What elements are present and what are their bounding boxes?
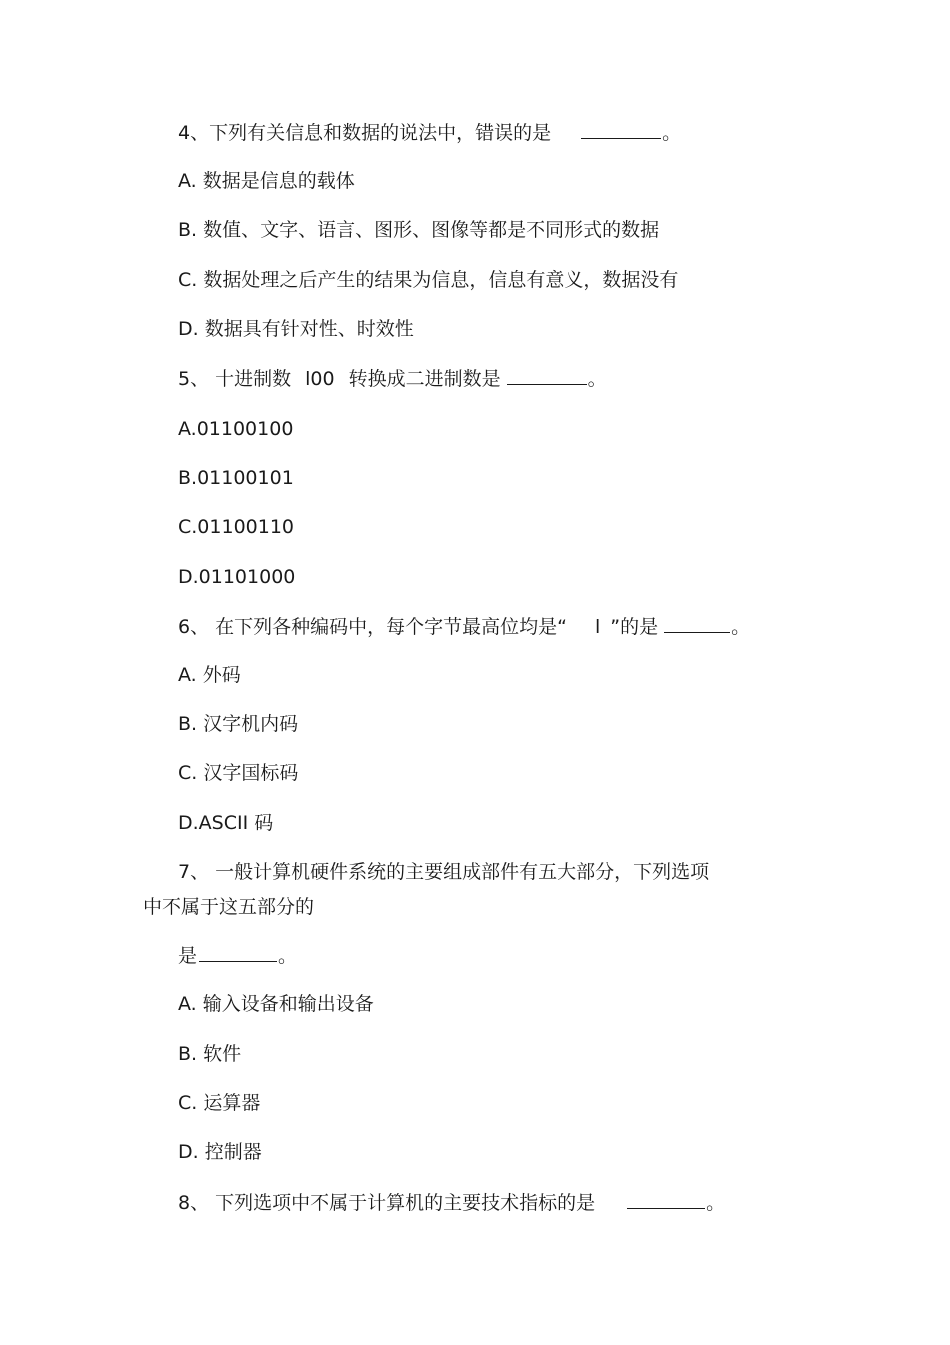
punctuation: 。 bbox=[706, 1192, 726, 1214]
question-6-stem bbox=[178, 614, 750, 639]
question-text: 4、下列有关信息和数据的说法中，错误的是 bbox=[178, 122, 552, 144]
decimal-number: l00 bbox=[305, 368, 335, 390]
question-6-option-b: B. 汉字机内码 bbox=[178, 713, 299, 735]
answer-blank bbox=[627, 1190, 705, 1209]
question-6-option-c: C. 汉字国标码 bbox=[178, 762, 299, 784]
question-4-option-a: A. 数据是信息的载体 bbox=[178, 170, 355, 192]
question-5-option-b: B.01100101 bbox=[178, 467, 294, 489]
question-7-option-a: A. 输入设备和输出设备 bbox=[178, 993, 374, 1015]
punctuation: 。 bbox=[278, 945, 298, 967]
punctuation: 。 bbox=[662, 122, 682, 144]
answer-blank bbox=[507, 366, 587, 385]
question-5-option-a: A.01100100 bbox=[178, 418, 294, 440]
question-6-option-d: D.ASCII 码 bbox=[178, 812, 274, 834]
question-8-stem bbox=[178, 1190, 725, 1215]
answer-blank bbox=[581, 120, 661, 139]
question-5-option-c: C.01100110 bbox=[178, 516, 295, 538]
answer-blank bbox=[199, 943, 277, 962]
punctuation: 。 bbox=[587, 368, 607, 390]
question-5-stem bbox=[178, 366, 607, 391]
question-5-option-d: D.01101000 bbox=[178, 566, 296, 588]
question-6-option-a: A. 外码 bbox=[178, 664, 241, 686]
question-text: 是 bbox=[178, 945, 198, 967]
question-text: 转换成二进制数是 bbox=[348, 368, 501, 390]
bit-digit: l bbox=[594, 616, 601, 638]
question-7-option-b: B. 软件 bbox=[178, 1043, 242, 1065]
question-text: 5、 十进制数 bbox=[178, 368, 292, 390]
question-text: ”的是 bbox=[610, 616, 659, 638]
question-7-stem-line-1: 7、 一般计算机硬件系统的主要组成部件有五大部分，下列选项 bbox=[178, 861, 710, 883]
question-4-option-d: D. 数据具有针对性、时效性 bbox=[178, 318, 414, 340]
punctuation: 。 bbox=[731, 616, 751, 638]
answer-blank bbox=[664, 614, 730, 633]
question-7-stem-line-2: 中不属于这五部分的 bbox=[143, 896, 315, 918]
question-7-option-d: D. 控制器 bbox=[178, 1141, 262, 1163]
question-4-option-b: B. 数值、文字、语言、图形、图像等都是不同形式的数据 bbox=[178, 219, 660, 241]
question-7-option-c: C. 运算器 bbox=[178, 1092, 261, 1114]
question-4-option-c: C. 数据处理之后产生的结果为信息，信息有意义，数据没有 bbox=[178, 269, 679, 291]
question-7-stem-line-3 bbox=[178, 943, 297, 968]
question-text: 8、 下列选项中不属于计算机的主要技术指标的是 bbox=[178, 1192, 596, 1214]
question-text: 6、 在下列各种编码中，每个字节最高位均是“ bbox=[178, 616, 567, 638]
question-4-stem bbox=[178, 120, 681, 145]
